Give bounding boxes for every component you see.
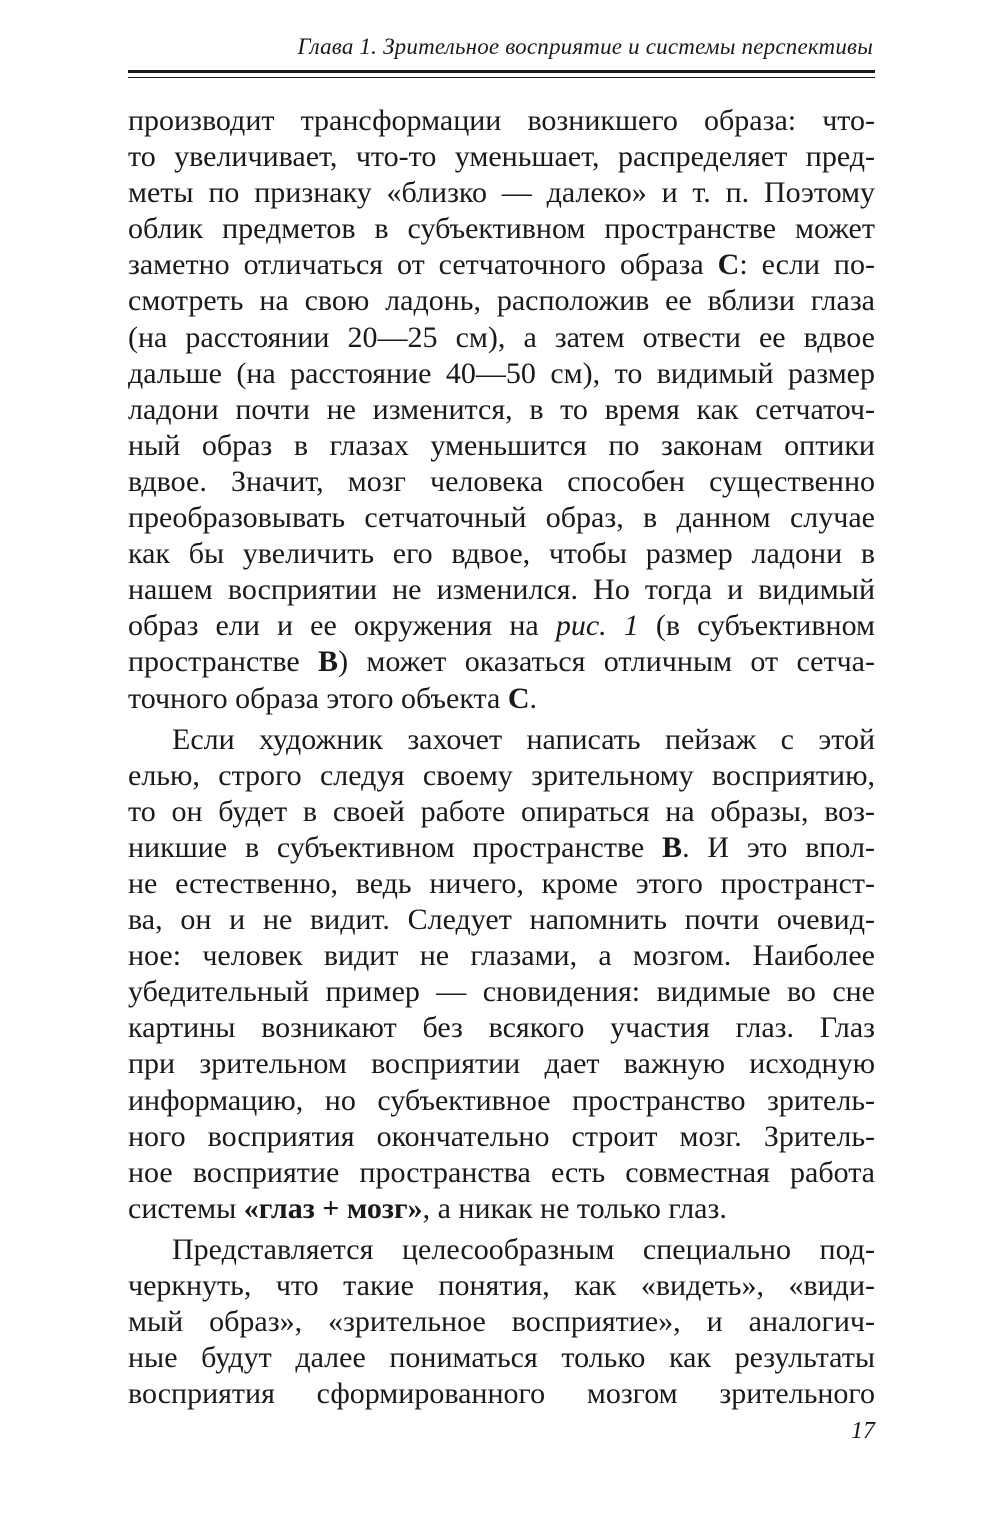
text-line: ладони почти не изменится, в то время как сетчаточ- [128,392,875,426]
header-rule-thick [128,70,875,73]
text-line: Если художник захочет написать пейзаж с этой [172,722,875,756]
text-line: дальше (на расстояние 40—50 см), то видимый размер [128,356,875,390]
text-line: вдвое. Значит, мозг человека способен существенно [128,464,875,498]
text-line: картины возникают без всякого участия глаз. Глаз [128,1011,875,1045]
paragraph-1 [128,103,875,717]
text-line: мый образ», «зрительное восприятие», и аналогич- [128,1305,875,1339]
text-line: информацию, но субъективное пространство зритель- [128,1083,875,1117]
text-line: ный образ в глазах уменьшится по законам оптики [128,428,875,462]
text-line: то увеличивает, что-то уменьшает, распределяет пред- [128,140,875,174]
text-line: восприятия сформированного мозгом зрительного [128,1377,875,1411]
text-line: елью, строго следуя своему зрительному восприятию, [128,758,875,792]
bold-phrase: «глаз + мозг» [243,1191,423,1225]
bold-label: B [662,830,683,864]
text-line: ва, он и не видит. Следует напомнить почти очевид- [128,903,875,937]
text-line: облик предметов в субъективном пространстве может [128,212,875,246]
body-text [128,103,875,1412]
bold-label: C [507,681,530,715]
text-line: точного образа этого объекта C. [128,681,538,715]
figure-reference: рис. 1 [555,609,639,643]
page-number: 17 [851,1418,875,1444]
text-line: ное восприятие пространства есть совместная работа [128,1155,875,1189]
text-line: заметно отличаться от сетчаточного образа C: если по- [128,248,875,282]
text-line: пространстве B) может оказаться отличным от сетча- [128,645,875,679]
header-rule-thin [128,77,875,78]
bold-label: C [717,248,740,282]
paragraph-3 [128,1232,875,1412]
text-line: преобразовывать сетчаточный образ, в данном случае [128,501,875,535]
paragraph-2 [128,722,875,1227]
text-line: как бы увеличить его вдвое, чтобы размер ладони в [128,537,875,571]
text-line: смотреть на свою ладонь, расположив ее вблизи глаза [128,284,875,318]
text-line: черкнуть, что такие понятия, как «видеть», «види- [128,1269,875,1302]
running-header: Глава 1. Зрительное восприятие и системы перспективы [297,34,873,59]
text-line: при зрительном восприятии дает важную исходную [128,1047,875,1081]
text-line: меты по признаку «близко — далеко» и т. п. Поэтому [128,176,875,210]
text-line: никшие в субъективном пространстве B. И это впол- [128,830,875,864]
text-line: образ ели и ее окружения на рис. 1 (в субъективном [128,609,875,643]
text-line: (на расстоянии 20—25 см), а затем отвести ее вдвое [128,320,875,354]
text-line: то он будет в своей работе опираться на образы, воз- [128,794,875,828]
text-line: системы «глаз + мозг», а никак не только глаз. [128,1191,727,1225]
text-line: убедительный пример — сновидения: видимые во сне [128,975,875,1009]
text-line: Представляется целесообразным специально под- [172,1232,875,1266]
text-line: производит трансформации возникшего образа: что- [128,104,875,137]
bold-label: B [318,645,339,679]
text-line: нашем восприятии не изменился. Но тогда и видимый [128,573,875,607]
text-line: ное: человек видит не глазами, а мозгом. Наиболее [128,939,875,973]
text-line: не естественно, ведь ничего, кроме этого пространст- [128,866,875,900]
text-line: ные будут далее пониматься только как результаты [128,1341,875,1375]
text-line: ного восприятия окончательно строит мозг. Зритель- [128,1119,875,1153]
